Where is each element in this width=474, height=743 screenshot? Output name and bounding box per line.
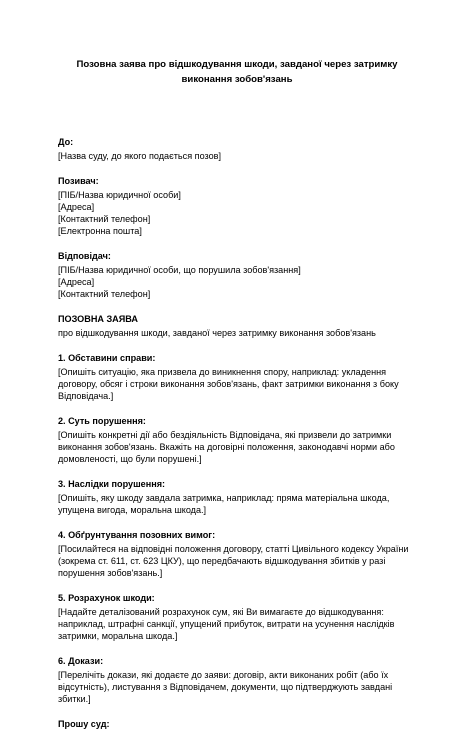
to-heading: До: bbox=[58, 137, 74, 147]
section-consequences bbox=[58, 478, 418, 516]
claim-block bbox=[58, 313, 418, 339]
claim-heading: ПОЗОВНА ЗАЯВА bbox=[58, 314, 138, 324]
section-justification bbox=[58, 529, 418, 579]
plaintiff-address: [Адреса] bbox=[58, 202, 95, 212]
section-text: [Надайте деталізований розрахунок сум, які Ви вимагаєте до відшкодування: наприклад, штрафні санкції, упущений прибуток, витрати на усунення наслідків затримки, моральна шкода.] bbox=[58, 607, 395, 641]
defendant-address: [Адреса] bbox=[58, 277, 95, 287]
section-violation bbox=[58, 415, 418, 465]
plaintiff-block bbox=[58, 175, 418, 237]
plaintiff-name: [ПІБ/Назва юридичної особи] bbox=[58, 190, 181, 200]
section-text: [Опишіть конкретні дії або бездіяльність Відповідача, які призвели до затримки виконання зобов'язань. Вкажіть на договірні положення, законодавчі норми або домовленості, що були порушені.] bbox=[58, 430, 395, 464]
defendant-name: [ПІБ/Назва юридичної особи, що порушила зобов'язання] bbox=[58, 265, 301, 275]
defendant-heading: Відповідач: bbox=[58, 251, 111, 261]
to-block bbox=[58, 136, 418, 162]
section-evidence bbox=[58, 655, 418, 705]
section-heading: 2. Суть порушення: bbox=[58, 416, 146, 426]
section-circumstances bbox=[58, 352, 418, 402]
section-heading: 3. Наслідки порушення: bbox=[58, 479, 166, 489]
section-heading: 4. Обґрунтування позовних вимог: bbox=[58, 530, 216, 540]
to-court-name: [Назва суду, до якого подається позов] bbox=[58, 151, 222, 161]
plaintiff-phone: [Контактний телефон] bbox=[58, 214, 151, 224]
section-text: [Опишіть, яку шкоду завдала затримка, наприклад: пряма матеріальна шкода, упущена вигода, моральна шкода.] bbox=[58, 493, 390, 515]
plaintiff-heading: Позивач: bbox=[58, 176, 99, 186]
section-heading: 6. Докази: bbox=[58, 656, 104, 666]
request-block bbox=[58, 718, 418, 730]
section-text: [Перелічіть докази, які додаєте до заяви: договір, акти виконаних робіт (або їх відсутність), листування з Відповідачем, документи, що підтверджують завдані збитки.] bbox=[58, 670, 393, 704]
plaintiff-email: [Електронна пошта] bbox=[58, 226, 142, 236]
request-heading: Прошу суд: bbox=[58, 719, 110, 729]
document-body bbox=[58, 136, 418, 743]
document-title: Позовна заява про відшкодування шкоди, завданої через затримку виконання зобов'язань bbox=[76, 59, 398, 85]
section-text: [Опишіть ситуацію, яка призвела до виникнення спору, наприклад: укладення договору, обсяг і строки виконання зобов'язань, факт затримки виконання з боку Відповідача.] bbox=[58, 367, 399, 401]
defendant-phone: [Контактний телефон] bbox=[58, 289, 151, 299]
section-damage-calculation bbox=[58, 592, 418, 642]
section-heading: 5. Розрахунок шкоди: bbox=[58, 593, 155, 603]
claim-subtitle: про відшкодування шкоди, завданої через затримку виконання зобов'язань bbox=[58, 328, 376, 338]
defendant-block bbox=[58, 250, 418, 300]
section-text: [Посилайтеся на відповідні положення договору, статті Цивільного кодексу України (зокрема ст. 611, ст. 623 ЦКУ), що передбачають відшкодування збитків у разі порушення зобов'язань.] bbox=[58, 544, 409, 578]
section-heading: 1. Обставини справи: bbox=[58, 353, 156, 363]
